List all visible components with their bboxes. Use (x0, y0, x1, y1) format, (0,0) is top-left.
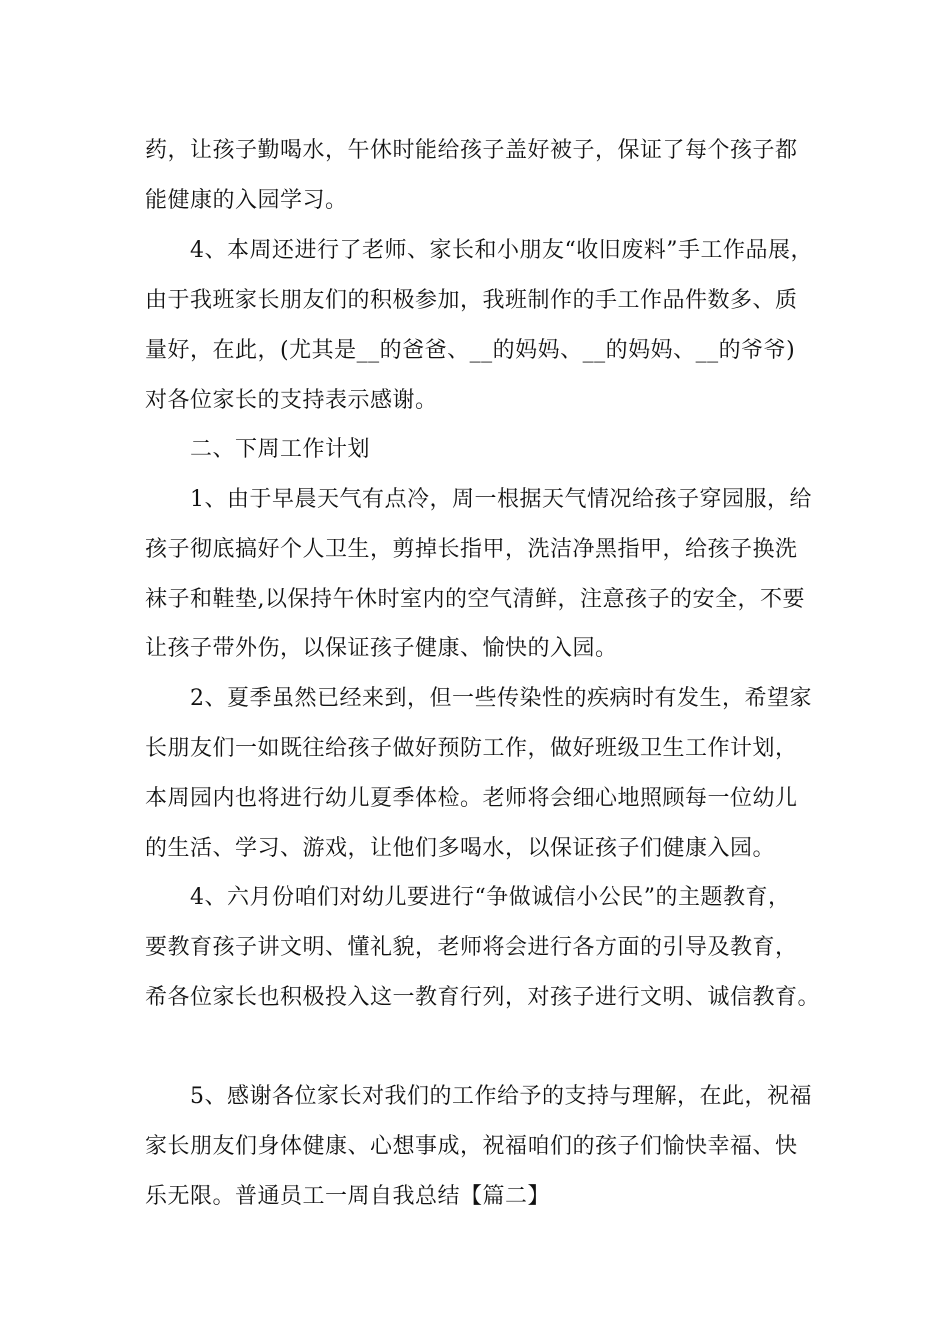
text-line: 本周园内也将进行幼儿夏季体检。老师将会细心地照顾每一位幼儿 (145, 786, 798, 811)
text-line: 让孩子带外伤，以保证孩子健康、愉快的入园。 (145, 636, 618, 661)
text-line: 4、六月份咱们对幼儿要进行“争做诚信小公民”的主题教育， (190, 885, 791, 910)
text-line: 要教育孩子讲文明、懂礼貌，老师将会进行各方面的引导及教育， (145, 935, 798, 960)
text-line: 希各位家长也积极投入这一教育行列，对孩子进行文明、诚信教育。 (145, 985, 821, 1010)
text-line: 的生活、学习、游戏，让他们多喝水，以保证孩子们健康入园。 (145, 836, 776, 861)
text-line: 5、感谢各位家长对我们的工作给予的支持与理解，在此，祝福 (190, 1084, 812, 1109)
text-line: 孩子彻底搞好个人卫生，剪掉长指甲，洗洁净黑指甲，给孩子换洗 (145, 537, 798, 562)
text-line: 长朋友们一如既往给孩子做好预防工作，做好班级卫生工作计划， (145, 736, 798, 761)
section-heading: 二、下周工作计划 (190, 437, 371, 462)
text-line: 袜子和鞋垫,以保持午休时室内的空气清鲜，注意孩子的安全，不要 (145, 587, 805, 612)
text-line: 乐无限。普通员工一周自我总结【篇二】 (145, 1184, 551, 1209)
text-line: 2、夏季虽然已经来到，但一些传染性的疾病时有发生，希望家 (190, 686, 812, 711)
text-line: 对各位家长的支持表示感谢。 (145, 388, 438, 413)
text-line: 能健康的入园学习。 (145, 188, 348, 213)
text-line: 4、本周还进行了老师、家长和小朋友“收旧废料”手工作品展， (190, 238, 813, 263)
text-line: 药，让孩子勤喝水，午休时能给孩子盖好被子，保证了每个孩子都 (145, 138, 798, 163)
text-line: 家长朋友们身体健康、心想事成，祝福咱们的孩子们愉快幸福、快 (145, 1134, 798, 1159)
text-line: 量好，在此，(尤其是__的爸爸、__的妈妈、__的妈妈、__的爷爷) (145, 338, 796, 363)
text-line: 由于我班家长朋友们的积极参加，我班制作的手工作品件数多、质 (145, 288, 798, 313)
text-line: 1、由于早晨天气有点冷，周一根据天气情况给孩子穿园服，给 (190, 487, 812, 512)
